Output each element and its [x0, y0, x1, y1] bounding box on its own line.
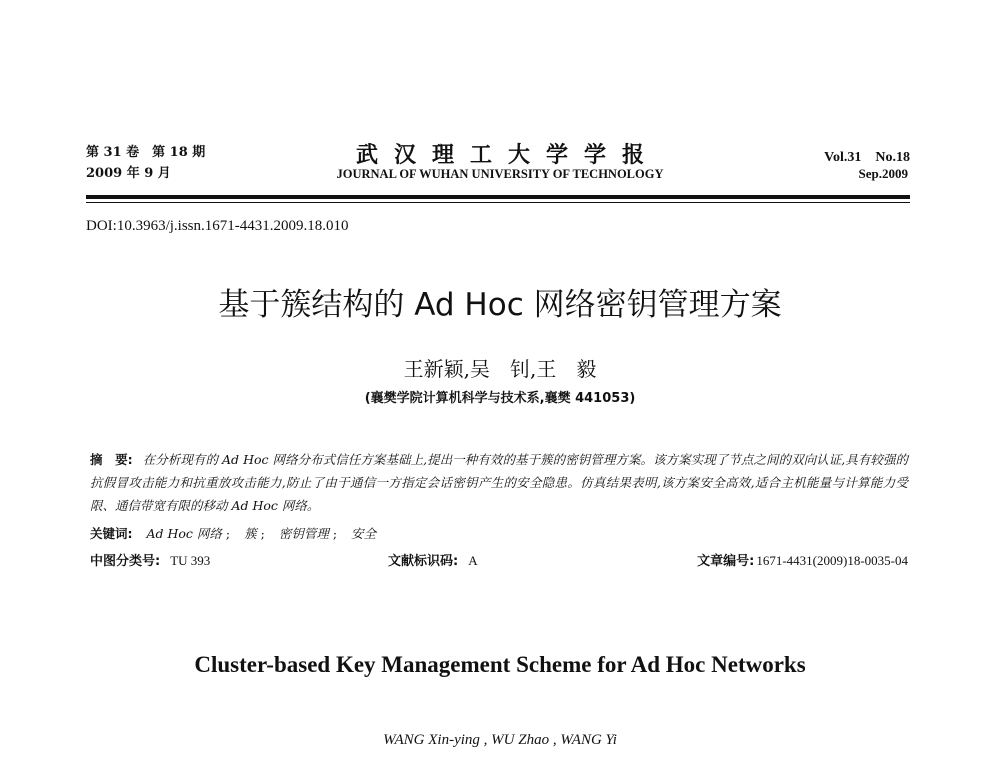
clc-number [90, 550, 210, 569]
clc-value: TU 393 [170, 553, 211, 568]
header-rule-thick [86, 195, 910, 199]
abstract [90, 448, 908, 517]
date-en: Sep.2009 [858, 166, 908, 181]
article-title-cn: 基于簇结构的 Ad Hoc 网络密钥管理方案 [218, 287, 782, 323]
article-id [697, 550, 908, 569]
volume-issue-en: Vol.31 No.18 [824, 150, 910, 165]
keywords [90, 524, 380, 542]
affiliation-cn: (襄樊学院计算机科学与技术系,襄樊 441053) [364, 391, 636, 406]
keyword-separator: ; [260, 526, 265, 541]
clc-label: 中图分类号: [90, 554, 161, 569]
abstract-text: 在分析现有的 Ad Hoc 网络分布式信任方案基础上,提出一种有效的基于簇的密钥管理方案。该方案实现了节点之间的双向认证,具有较强的抗假冒攻击能力和抗重放攻击能力,防止了由于通信一方指定会话密钥产生的安全隐患。仿真结果表明,该方案安全高效,适合主机能量与计算能力受限、通信带宽有限的移动 Ad Hoc 网络。 [90, 452, 909, 513]
keyword: Ad Hoc 网络 [146, 526, 222, 541]
article-id-value: 1671-4431(2009)18-0035-04 [756, 553, 908, 568]
journal-name-en: JOURNAL OF WUHAN UNIVERSITY OF TECHNOLOGY [336, 167, 664, 181]
article-title-en: Cluster-based Key Management Scheme for Ad Hoc Networks [194, 652, 806, 677]
doi: DOI:10.3963/j.issn.1671-4431.2009.18.010 [86, 218, 349, 234]
authors-cn: 王新颖,吴 钊,王 毅 [403, 357, 597, 381]
keyword-separator: ; [225, 526, 231, 541]
keyword: 簇 [244, 526, 257, 541]
keywords-label: 关键词: [90, 526, 133, 541]
keyword: 密钥管理 [278, 526, 329, 541]
article-id-label: 文章编号: [697, 554, 755, 569]
doc-code-value: A [468, 553, 478, 568]
volume-issue-cn: 第 31 卷 第 18 期 [86, 145, 206, 160]
keyword: 安全 [351, 526, 377, 541]
date-cn: 2009 年 9 月 [86, 166, 171, 181]
header-rule-thin [86, 202, 910, 203]
doc-code-label: 文献标识码: [388, 554, 459, 569]
abstract-label: 摘 要: [90, 452, 133, 467]
journal-name-cn: 武汉理工大学学报 [355, 142, 660, 168]
keyword-separator: ; [332, 526, 338, 541]
authors-en: WANG Xin-ying , WU Zhao , WANG Yi [383, 732, 617, 748]
document-code [388, 550, 478, 569]
